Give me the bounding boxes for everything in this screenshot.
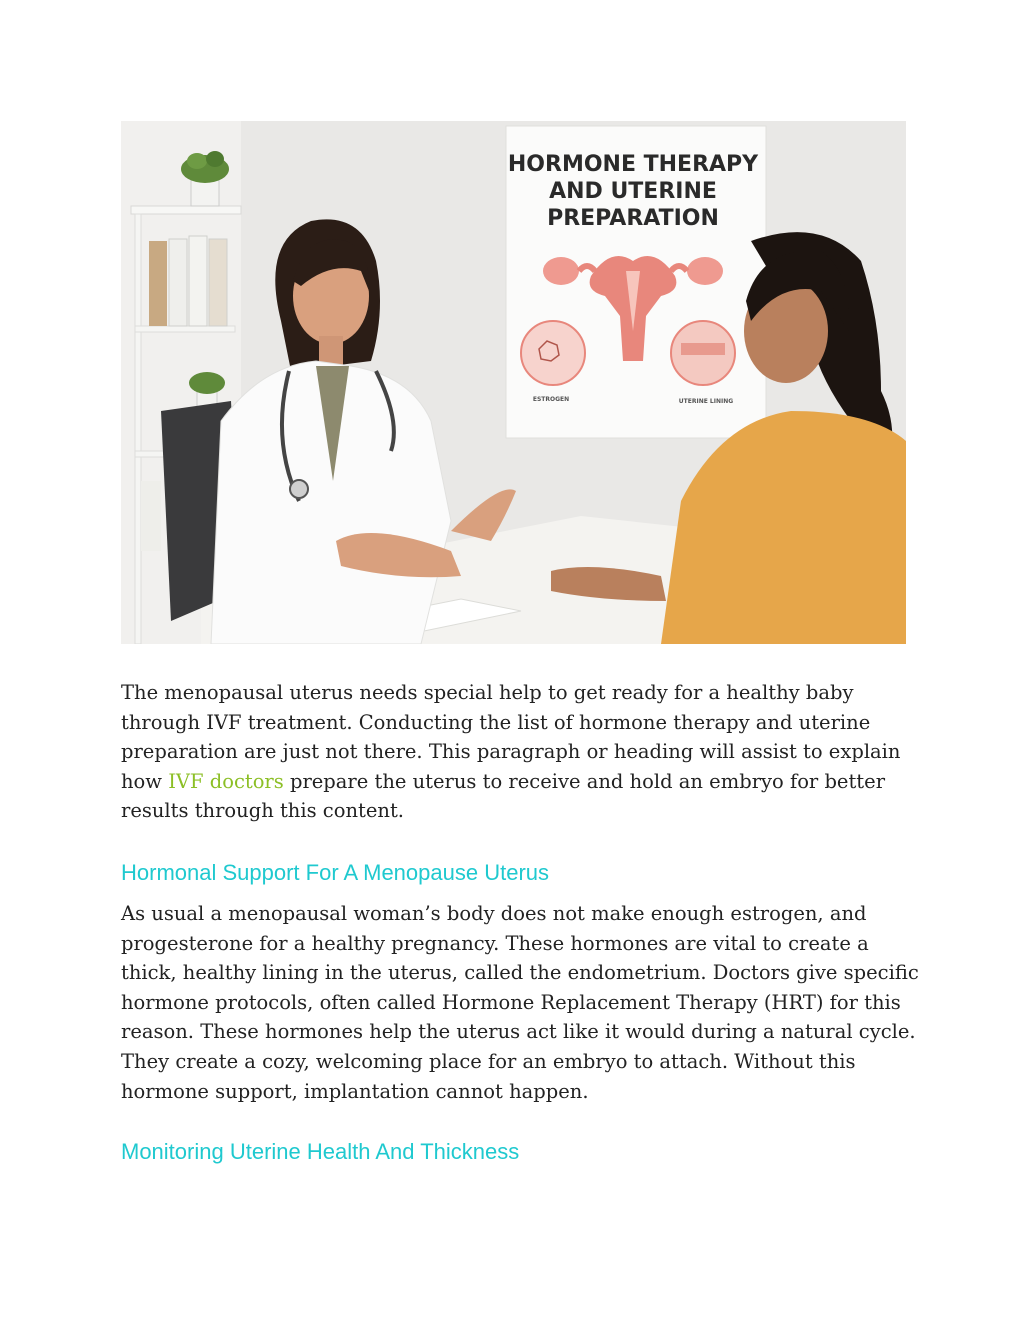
- intro-text-start: The menopausal uterus needs special help to get ready for a healthy baby through IVF treatment. Conducting the list of hormone therapy and uterine preparation are just not there. This paragraph or heading will assist to explain how: [121, 681, 901, 793]
- section-body-hormonal-support: As usual a menopausal woman’s body does not make enough estrogen, and progesterone for a healthy pregnancy. These hormones are vital to create a thick, healthy lining in the uterus, called the endometrium. Doctors give specific hormone protocols, often called Hormone Replacement Therapy (HRT) for this reason. These hormones help the uterus act like it would during a natural cycle. They create a cozy, welcoming place for an embryo to attach. Without this hormone support, implantation cannot happen.: [121, 902, 919, 1103]
- poster-label-estrogen: ESTROGEN: [532, 396, 570, 403]
- intro-paragraph: [121, 678, 921, 826]
- poster-title-line-1: HORMONE THERAPY: [507, 152, 759, 177]
- hormone-therapy-poster: [506, 126, 766, 438]
- ivf-doctors-link[interactable]: IVF doctors: [168, 769, 284, 793]
- intro-text-end: prepare the uterus to receive and hold an embryo for better results through this content.: [121, 769, 886, 823]
- poster-title-line-3: PREPARATION: [547, 206, 719, 231]
- section-heading-monitoring: Monitoring Uterine Health And Thickness: [121, 1139, 520, 1164]
- section-heading-hormonal-support: Hormonal Support For A Menopause Uterus: [121, 860, 550, 885]
- poster-title-line-2: AND UTERINE: [549, 179, 717, 204]
- poster-label-lining: UTERINE LINING: [678, 398, 734, 405]
- hero-image: [121, 121, 906, 644]
